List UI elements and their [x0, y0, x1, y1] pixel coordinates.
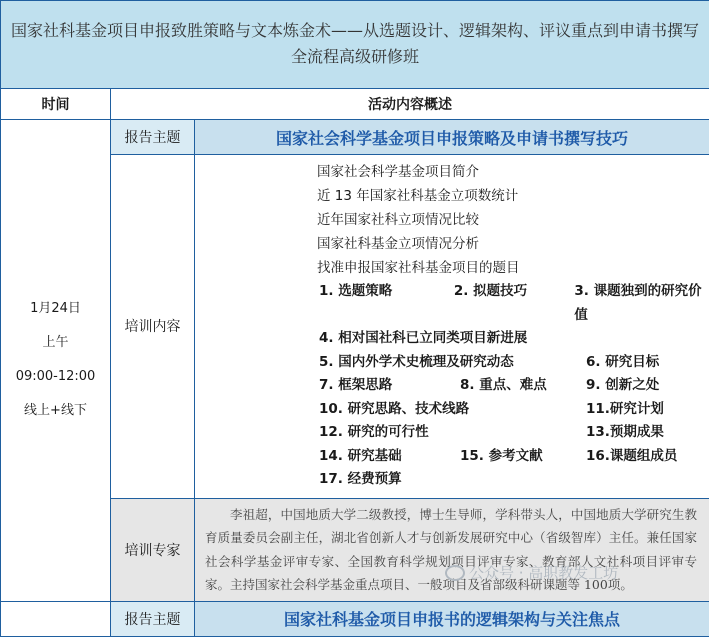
intro-item: 找准申报国家社科基金项目的题目 — [317, 256, 709, 280]
training-content-label: 培训内容 — [111, 155, 195, 499]
report-topic-label: 报告主题 — [111, 120, 195, 155]
session-time-cell — [1, 120, 111, 602]
numbered-item: 13.预期成果 — [586, 421, 664, 445]
session-mode: 线上+线下 — [1, 394, 110, 428]
numbered-item: 2. 拟题技巧 — [454, 280, 575, 327]
numbered-item: 17. 经费预算 — [319, 468, 402, 492]
expert-label: 培训专家 — [111, 498, 195, 601]
numbered-item: 1. 选题策略 — [319, 280, 454, 327]
numbered-item: 3. 课题独到的研究价值 — [574, 280, 709, 327]
intro-item: 国家社会科学基金项目简介 — [317, 160, 709, 184]
numbered-row — [195, 327, 709, 351]
report-topic-2: 国家社科基金项目申报书的逻辑架构与关注焦点 — [195, 601, 709, 636]
training-content — [195, 155, 709, 499]
expert-bio: 李祖超，中国地质大学二级教授，博士生导师，学科带头人，中国地质大学研究生教育质量委员会副主任，湖北省创新人才与创新发展研究中心（省级智库）主任。兼任国家社会科学基金评审专家、全国教育科学规划项目评审专家、教育部人文社科项目评审专家。主持国家社会科学基金重点项目、一般项目及省部级科研课题等 100项。 — [195, 498, 709, 601]
intro-item: 近 13 年国家社科基金立项数统计 — [317, 184, 709, 208]
watermark-text: 公众号 · 高职教发工坊 — [469, 562, 618, 583]
time-header: 时间 — [1, 89, 111, 120]
numbered-row — [195, 280, 709, 327]
intro-item: 近年国家社科立项情况比较 — [317, 208, 709, 232]
page-title: 国家社科基金项目申报致胜策略与文本炼金术——从选题设计、逻辑架构、评议重点到申请书撰写全流程高级研修班 — [1, 1, 709, 89]
numbered-item: 7. 框架思路 — [319, 374, 460, 398]
intro-list — [195, 160, 709, 280]
session-hours: 09:00-12:00 — [1, 360, 110, 394]
intro-item: 国家社科基金立项情况分析 — [317, 232, 709, 256]
numbered-row — [195, 374, 709, 398]
numbered-item: 16.课题组成员 — [586, 445, 677, 469]
numbered-item: 4. 相对国社科已立同类项目新进展 — [319, 327, 527, 351]
empty-time-cell — [1, 601, 111, 636]
numbered-row — [195, 421, 709, 445]
numbered-row — [195, 445, 709, 469]
report-topic-1: 国家社会科学基金项目申报策略及申请书撰写技巧 — [195, 120, 709, 155]
session-period: 上午 — [1, 326, 110, 360]
numbered-item: 8. 重点、难点 — [460, 374, 586, 398]
numbered-item: 11.研究计划 — [586, 398, 664, 422]
numbered-row — [195, 351, 709, 375]
numbered-item: 6. 研究目标 — [586, 351, 659, 375]
numbered-item: 12. 研究的可行性 — [319, 421, 586, 445]
session-date: 1月24日 — [1, 292, 110, 326]
numbered-item: 14. 研究基础 — [319, 445, 460, 469]
numbered-item: 9. 创新之处 — [586, 374, 659, 398]
numbered-item: 10. 研究思路、技术线路 — [319, 398, 586, 422]
activity-header: 活动内容概述 — [111, 89, 709, 120]
numbered-row — [195, 468, 709, 492]
report-topic-label-2: 报告主题 — [111, 601, 195, 636]
numbered-item: 15. 参考文献 — [460, 445, 586, 469]
numbered-item: 5. 国内外学术史梳理及研究动态 — [319, 351, 586, 375]
numbered-row — [195, 398, 709, 422]
